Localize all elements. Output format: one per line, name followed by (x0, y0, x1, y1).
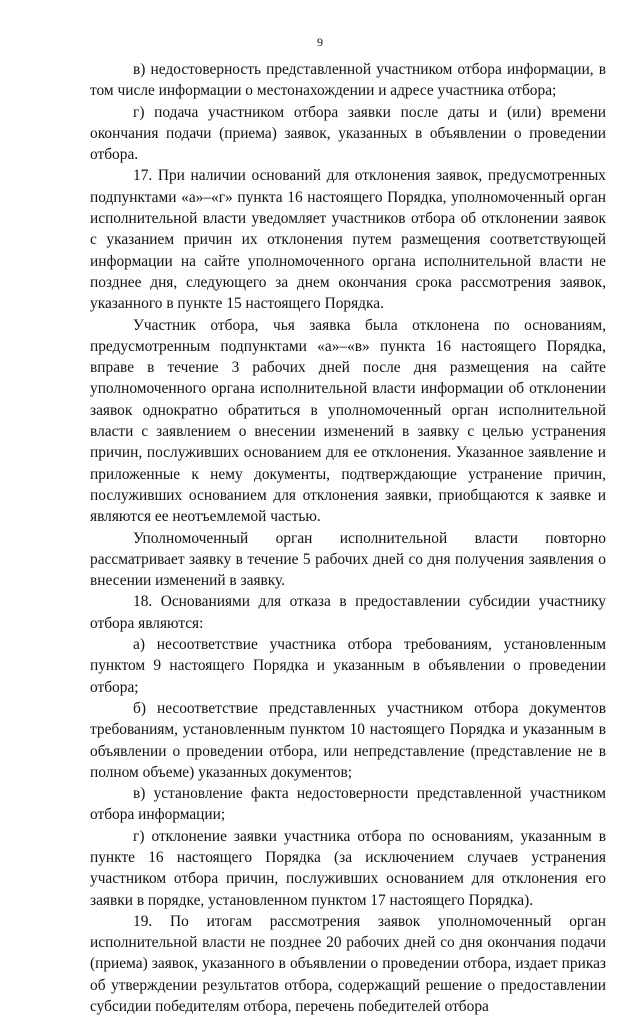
paragraph-17: 17. При наличии оснований для отклонения заявок, предусмотренных подпунктами «а»–«г» пункта 16 настоящего Порядка, уполномоченный орган исполнительной власти уведомляет участников отбора об отклонении заявок с указанием причин их отклонения путем размещения соответствующей информации на сайте уполномоченного органа исполнительной власти не позднее дня, следующего за днем окончания срока рассмотрения заявок, указанного в пункте 15 настоящего Порядка. (90, 167, 606, 313)
paragraph-18: 18. Основаниями для отказа в предоставлении субсидии участнику отбора являются: (90, 593, 606, 632)
paragraph-17-review: Уполномоченный орган исполнительной власти повторно рассматривает заявку в течение 5 рабочих дней со дня получения заявления о внесении изменений в заявку. (90, 529, 606, 590)
paragraph-18-g: г) отклонение заявки участника отбора по основаниям, указанным в пункте 16 настоящего Порядка (за исключением случаев устранения участником отбора причин, послуживших основанием для отклонения его заявки в порядке, установленном пунктом 17 настоящего Порядка). (90, 827, 606, 909)
paragraph-19: 19. По итогам рассмотрения заявок уполномоченный орган исполнительной власти не позднее 20 рабочих дней со дня окончания подачи (приема) заявок, указанного в объявлении о проведении отбора, издает приказ об утверждении результатов отбора, содержащий решение о предоставлении субсидии победителям отбора, перечень победителей отбора (90, 912, 606, 1016)
document-body (90, 59, 606, 1017)
paragraph-18-a: а) несоответствие участника отбора требованиям, установленным пунктом 9 настоящего Порядка и указанным в объявлении о проведении отбора; (90, 636, 606, 696)
paragraph-16-g: г) подача участником отбора заявки после даты и (или) времени окончания подачи (приема) заявок, указанных в объявлении о проведении отбора. (90, 103, 606, 164)
paragraph-18-v: в) установление факта недостоверности представленной участником отбора информации; (90, 785, 606, 824)
paragraph-18-b: б) несоответствие представленных участником отбора документов требованиям, установленным пунктом 10 настоящего Порядка и указанным в объявлении о проведении отбора, или непредставление (представление не в полном объеме) указанных документов; (90, 699, 606, 781)
paragraph-16-v: в) недостоверность представленной участником отбора информации, в том числе информации о местонахождении и адресе участника отбора; (90, 61, 606, 100)
page-number: 9 (317, 35, 323, 49)
paragraph-17-resubmission: Участник отбора, чья заявка была отклонена по основаниям, предусмотренным подпунктами «а»–«в» пункта 16 настоящего Порядка, вправе в течение 3 рабочих дней после дня размещения на сайте уполномоченного органа исполнительной власти информации об отклонении заявок однократно обратиться в уполномоченный орган исполнительной власти с заявлением о внесении изменений в заявку с целью устранения причин, послуживших основанием для ее отклонения. Указанное заявление и приложенные к нему документы, подтверждающие устранение причин, послуживших основанием для отклонения заявки, приобщаются к заявке и являются ее неотъемлемой частью. (90, 316, 606, 526)
